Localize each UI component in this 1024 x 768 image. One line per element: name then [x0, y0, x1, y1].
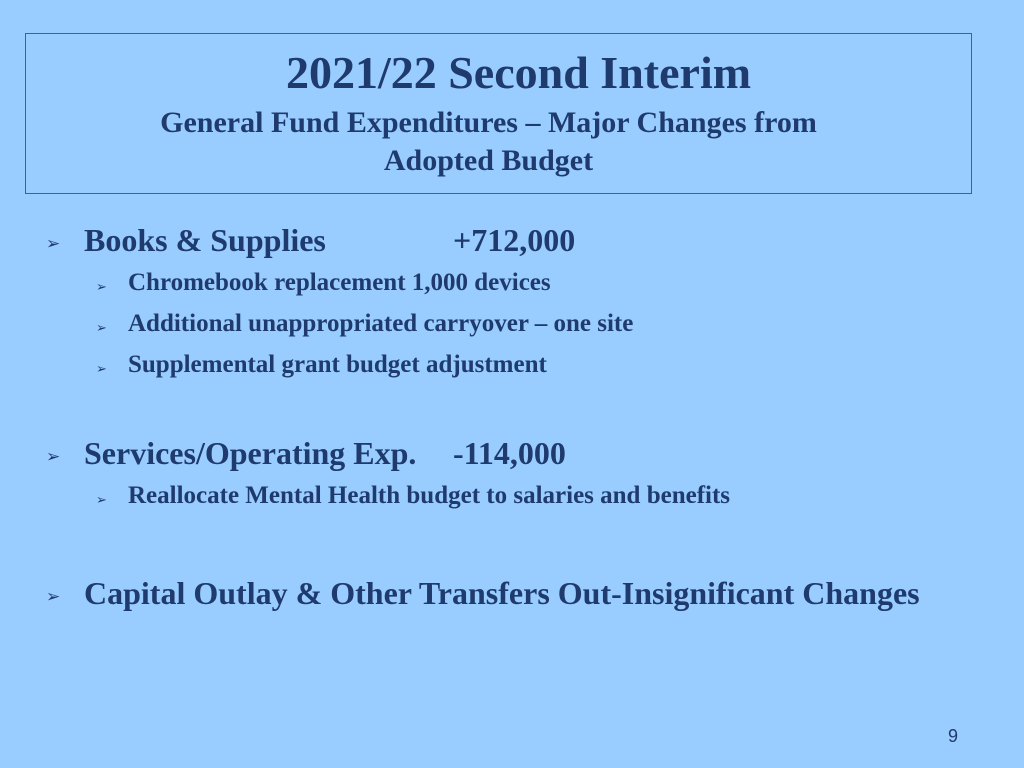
sub-bullet-arrow-icon: ➢: [96, 493, 107, 508]
item-capital-outlay-label: Capital Outlay & Other Transfers Out-Insignificant Changes: [84, 575, 920, 611]
item-books-supplies-amount: +712,000: [453, 222, 576, 258]
sub-bullet-arrow-icon: ➢: [96, 321, 107, 336]
bullet-arrow-icon: ➢: [46, 234, 61, 254]
subitem-supplemental-grant: Supplemental grant budget adjustment: [128, 351, 547, 378]
sub-bullet-arrow-icon: ➢: [96, 362, 107, 377]
page-number: 9: [948, 726, 959, 746]
subtitle-line-1: General Fund Expenditures – Major Changes from: [160, 106, 817, 139]
slide-title: 2021/22 Second Interim: [285, 47, 752, 98]
subitem-chromebook: Chromebook replacement 1,000 devices: [128, 269, 551, 296]
subitem-mental-health: Reallocate Mental Health budget to salaries and benefits: [128, 482, 731, 509]
subitem-carryover: Additional unappropriated carryover – one site: [128, 310, 634, 337]
bullet-arrow-icon: ➢: [46, 587, 61, 607]
sub-bullet-arrow-icon: ➢: [96, 280, 107, 295]
title-box: [25, 33, 972, 194]
slide-subtitle: [26, 104, 971, 180]
item-services-label: Services/Operating Exp.: [84, 435, 417, 471]
item-services-amount: -114,000: [453, 435, 566, 471]
item-books-supplies-label: Books & Supplies: [84, 222, 326, 258]
subtitle-line-2: Adopted Budget: [383, 144, 594, 177]
bullet-arrow-icon: ➢: [46, 447, 61, 467]
